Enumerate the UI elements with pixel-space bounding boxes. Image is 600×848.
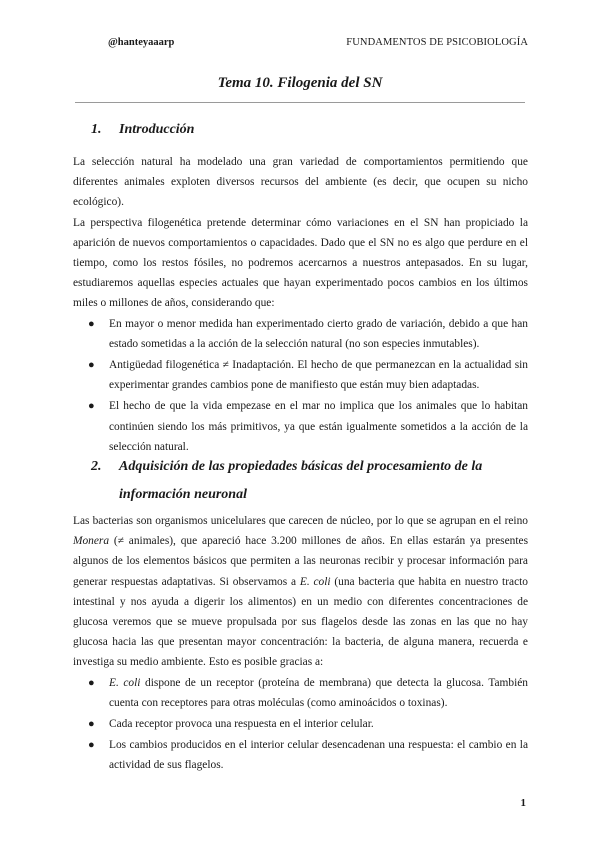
bacteria-paragraph: Las bacterias son organismos unicelulares que carecen de núcleo, por lo que se agrupan en el reino Monera (≠ animales), que apareció hace 3.200 millones de años. En ellas estarán ya presentes algunos de los elementos básicos que permiten a las neuronas recibir y procesar información para generar respuestas adaptativas. Si observamos a E. coli (una bacteria que habita en nuestro tracto intestinal y nos ayuda a digerir los alimentos) en un medio con diferentes concentraciones de glucosa veremos que se mueve propulsada por sus flagelos desde las zonas en las que no hay glucosa hacia las que presentan mayor concentración: la bacteria, de alguna manera, recuerda e investiga su medio ambiente. Esto es posible gracias a: xyxy=(73,515,528,669)
section-1-body xyxy=(73,152,528,457)
bullet-icon: ● xyxy=(88,400,95,413)
bacteria-bullet-list xyxy=(73,673,528,776)
section-2-number: 2. xyxy=(91,459,102,474)
bullet-icon: ● xyxy=(88,317,95,330)
bullet-icon: ● xyxy=(88,718,95,731)
intro-paragraph-2: La perspectiva filogenética pretende determinar cómo variaciones en el SN han propiciado la aparición de nuevos comportamientos o capacidades. Dado que el SN no es algo que perdure en el tiempo, como los restos fósiles, no podremos acercarnos a nuestros antepasados. En su lugar, estudiaremos aquellas especies actuales que hayan experimentado pocos cambios en los últimos miles o millones de años, considerando que: xyxy=(73,216,528,310)
section-1-heading xyxy=(91,116,194,144)
bullet-icon: ● xyxy=(88,739,95,752)
page-title: Tema 10. Filogenia del SN xyxy=(217,75,383,91)
list-item: ● Cada receptor provoca una respuesta en el interior celular. xyxy=(73,714,528,734)
section-1-number: 1. xyxy=(91,122,102,137)
title-divider xyxy=(75,102,525,103)
list-item: ● Antigüedad filogenética ≠ Inadaptación. El hecho de que permanezcan en la actualidad sin experimentar grandes cambios pone de manifiesto que están muy bien adaptadas. xyxy=(73,355,528,395)
list-item: ● E. coli dispone de un receptor (proteína de membrana) que detecta la glucosa. También cuenta con receptores para otras moléculas (como aminoácidos o toxinas). xyxy=(73,673,528,713)
section-2-title-line-2: información neuronal xyxy=(119,487,247,502)
section-2-title-line-1: Adquisición de las propiedades básicas del procesamiento de la xyxy=(119,459,483,474)
section-1-title: Introducción xyxy=(119,122,195,137)
list-item: ● Los cambios producidos en el interior celular desencadenan una respuesta: el cambio en la actividad de sus flagelos. xyxy=(73,735,528,775)
intro-paragraph-1: La selección natural ha modelado una gran variedad de comportamientos permitiendo que diferentes animales exploten diversos recursos del ambiente (es decir, que ocupen su nicho ecológico). xyxy=(73,156,528,209)
bullet-icon: ● xyxy=(88,359,95,372)
list-item: ● El hecho de que la vida empezase en el mar no implica que los animales que lo habitan continúen siendo los más primitivos, ya que están igualmente sometidos a la acción de la selección natural. xyxy=(73,396,528,457)
header-author: @hanteyaaarp xyxy=(108,37,175,48)
bullet-icon: ● xyxy=(88,676,95,689)
section-2-heading xyxy=(91,453,511,509)
page-number: 1 xyxy=(520,797,526,809)
intro-bullet-list xyxy=(73,314,528,457)
list-item: ● En mayor o menor medida han experimentado cierto grado de variación, debido a que han estado sometidas a la acción de la selección natural (no son especies inmutables). xyxy=(73,314,528,354)
section-2-body xyxy=(73,511,528,776)
header-course: FUNDAMENTOS DE PSICOBIOLOGÍA xyxy=(346,37,528,48)
